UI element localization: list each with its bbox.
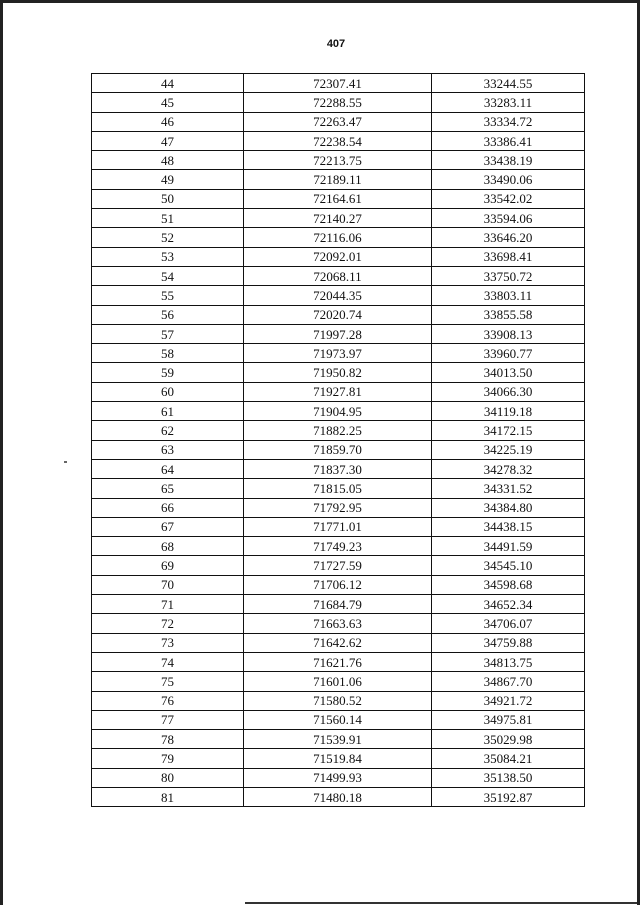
y-coordinate-cell: 34759.88 [432,633,585,652]
point-number-cell: 75 [92,672,244,691]
y-coordinate-cell: 34225.19 [432,440,585,459]
x-coordinate-cell: 71837.30 [244,459,432,478]
table-row [92,459,585,478]
point-number-cell: 64 [92,459,244,478]
point-number-cell: 77 [92,710,244,729]
table-row [92,266,585,285]
point-number-cell: 46 [92,112,244,131]
x-coordinate-cell: 71882.25 [244,421,432,440]
table-row [92,305,585,324]
point-number-cell: 51 [92,209,244,228]
page-number: 407 [326,38,346,50]
y-coordinate-cell: 34331.52 [432,479,585,498]
point-number-cell: 71 [92,595,244,614]
x-coordinate-cell: 71539.91 [244,730,432,749]
scan-speck [64,461,67,463]
table-row [92,710,585,729]
y-coordinate-cell: 33646.20 [432,228,585,247]
table-row [92,112,585,131]
table-row [92,652,585,671]
x-coordinate-cell: 72164.61 [244,189,432,208]
y-coordinate-cell: 34119.18 [432,402,585,421]
point-number-cell: 50 [92,189,244,208]
point-number-cell: 69 [92,556,244,575]
y-coordinate-cell: 34438.15 [432,517,585,536]
y-coordinate-cell: 33855.58 [432,305,585,324]
y-coordinate-cell: 34013.50 [432,363,585,382]
x-coordinate-cell: 72020.74 [244,305,432,324]
y-coordinate-cell: 34066.30 [432,382,585,401]
x-coordinate-cell: 71815.05 [244,479,432,498]
y-coordinate-cell: 33750.72 [432,266,585,285]
y-coordinate-cell: 33283.11 [432,93,585,112]
table-row [92,614,585,633]
y-coordinate-cell: 34921.72 [432,691,585,710]
point-number-cell: 56 [92,305,244,324]
table-row [92,421,585,440]
y-coordinate-cell: 34545.10 [432,556,585,575]
x-coordinate-cell: 71792.95 [244,498,432,517]
x-coordinate-cell: 72044.35 [244,286,432,305]
y-coordinate-cell: 34598.68 [432,575,585,594]
point-number-cell: 73 [92,633,244,652]
scan-edge-top [0,0,640,3]
table-row [92,247,585,266]
x-coordinate-cell: 72238.54 [244,131,432,150]
y-coordinate-cell: 34975.81 [432,710,585,729]
table-row [92,324,585,343]
y-coordinate-cell: 34652.34 [432,595,585,614]
y-coordinate-cell: 34278.32 [432,459,585,478]
table-row [92,402,585,421]
y-coordinate-cell: 34491.59 [432,537,585,556]
point-number-cell: 58 [92,344,244,363]
table-row [92,363,585,382]
x-coordinate-cell: 71519.84 [244,749,432,768]
point-number-cell: 70 [92,575,244,594]
y-coordinate-cell: 33908.13 [432,324,585,343]
point-number-cell: 49 [92,170,244,189]
table-row [92,131,585,150]
x-coordinate-cell: 72140.27 [244,209,432,228]
table-row [92,151,585,170]
point-number-cell: 63 [92,440,244,459]
point-number-cell: 59 [92,363,244,382]
table-row [92,74,585,93]
y-coordinate-cell: 33542.02 [432,189,585,208]
x-coordinate-cell: 72213.75 [244,151,432,170]
table-row [92,189,585,208]
table-row [92,286,585,305]
y-coordinate-cell: 34867.70 [432,672,585,691]
y-coordinate-cell: 35192.87 [432,787,585,806]
y-coordinate-cell: 34172.15 [432,421,585,440]
table-row [92,170,585,189]
x-coordinate-cell: 71859.70 [244,440,432,459]
x-coordinate-cell: 72307.41 [244,74,432,93]
table-row [92,537,585,556]
x-coordinate-cell: 71580.52 [244,691,432,710]
x-coordinate-cell: 71663.63 [244,614,432,633]
point-number-cell: 68 [92,537,244,556]
table-row [92,595,585,614]
y-coordinate-cell: 35138.50 [432,768,585,787]
point-number-cell: 80 [92,768,244,787]
point-number-cell: 61 [92,402,244,421]
x-coordinate-cell: 72092.01 [244,247,432,266]
y-coordinate-cell: 33438.19 [432,151,585,170]
y-coordinate-cell: 33490.06 [432,170,585,189]
x-coordinate-cell: 71771.01 [244,517,432,536]
x-coordinate-cell: 71601.06 [244,672,432,691]
point-number-cell: 52 [92,228,244,247]
x-coordinate-cell: 72288.55 [244,93,432,112]
point-number-cell: 72 [92,614,244,633]
x-coordinate-cell: 71727.59 [244,556,432,575]
table-row [92,517,585,536]
table-row [92,440,585,459]
table-row [92,209,585,228]
point-number-cell: 47 [92,131,244,150]
x-coordinate-cell: 71927.81 [244,382,432,401]
table-body [92,74,585,807]
x-coordinate-cell: 71499.93 [244,768,432,787]
y-coordinate-cell: 34813.75 [432,652,585,671]
table-row [92,93,585,112]
x-coordinate-cell: 71706.12 [244,575,432,594]
scan-edge-left [0,0,3,905]
point-number-cell: 55 [92,286,244,305]
point-number-cell: 62 [92,421,244,440]
point-number-cell: 78 [92,730,244,749]
point-number-cell: 66 [92,498,244,517]
table-row [92,749,585,768]
x-coordinate-cell: 71749.23 [244,537,432,556]
x-coordinate-cell: 71950.82 [244,363,432,382]
x-coordinate-cell: 71480.18 [244,787,432,806]
y-coordinate-cell: 33334.72 [432,112,585,131]
x-coordinate-cell: 72116.06 [244,228,432,247]
point-number-cell: 81 [92,787,244,806]
point-number-cell: 48 [92,151,244,170]
x-coordinate-cell: 71684.79 [244,595,432,614]
table-row [92,768,585,787]
table-row [92,575,585,594]
y-coordinate-cell: 33803.11 [432,286,585,305]
x-coordinate-cell: 71621.76 [244,652,432,671]
x-coordinate-cell: 72189.11 [244,170,432,189]
point-number-cell: 54 [92,266,244,285]
x-coordinate-cell: 71642.62 [244,633,432,652]
scan-edge-bottom [245,902,637,904]
point-number-cell: 53 [92,247,244,266]
table-row [92,787,585,806]
table-row [92,672,585,691]
x-coordinate-cell: 71973.97 [244,344,432,363]
table-row [92,344,585,363]
coordinates-table [91,73,585,807]
y-coordinate-cell: 35084.21 [432,749,585,768]
y-coordinate-cell: 33594.06 [432,209,585,228]
table-row [92,556,585,575]
point-number-cell: 67 [92,517,244,536]
table-row [92,633,585,652]
y-coordinate-cell: 33960.77 [432,344,585,363]
x-coordinate-cell: 72263.47 [244,112,432,131]
y-coordinate-cell: 33698.41 [432,247,585,266]
point-number-cell: 57 [92,324,244,343]
point-number-cell: 65 [92,479,244,498]
table-row [92,498,585,517]
x-coordinate-cell: 72068.11 [244,266,432,285]
table-row [92,228,585,247]
y-coordinate-cell: 34384.80 [432,498,585,517]
point-number-cell: 76 [92,691,244,710]
table-row [92,382,585,401]
point-number-cell: 74 [92,652,244,671]
table-row [92,479,585,498]
x-coordinate-cell: 71997.28 [244,324,432,343]
point-number-cell: 44 [92,74,244,93]
y-coordinate-cell: 33386.41 [432,131,585,150]
y-coordinate-cell: 34706.07 [432,614,585,633]
table-row [92,730,585,749]
x-coordinate-cell: 71904.95 [244,402,432,421]
point-number-cell: 79 [92,749,244,768]
y-coordinate-cell: 33244.55 [432,74,585,93]
y-coordinate-cell: 35029.98 [432,730,585,749]
x-coordinate-cell: 71560.14 [244,710,432,729]
table-row [92,691,585,710]
point-number-cell: 45 [92,93,244,112]
point-number-cell: 60 [92,382,244,401]
